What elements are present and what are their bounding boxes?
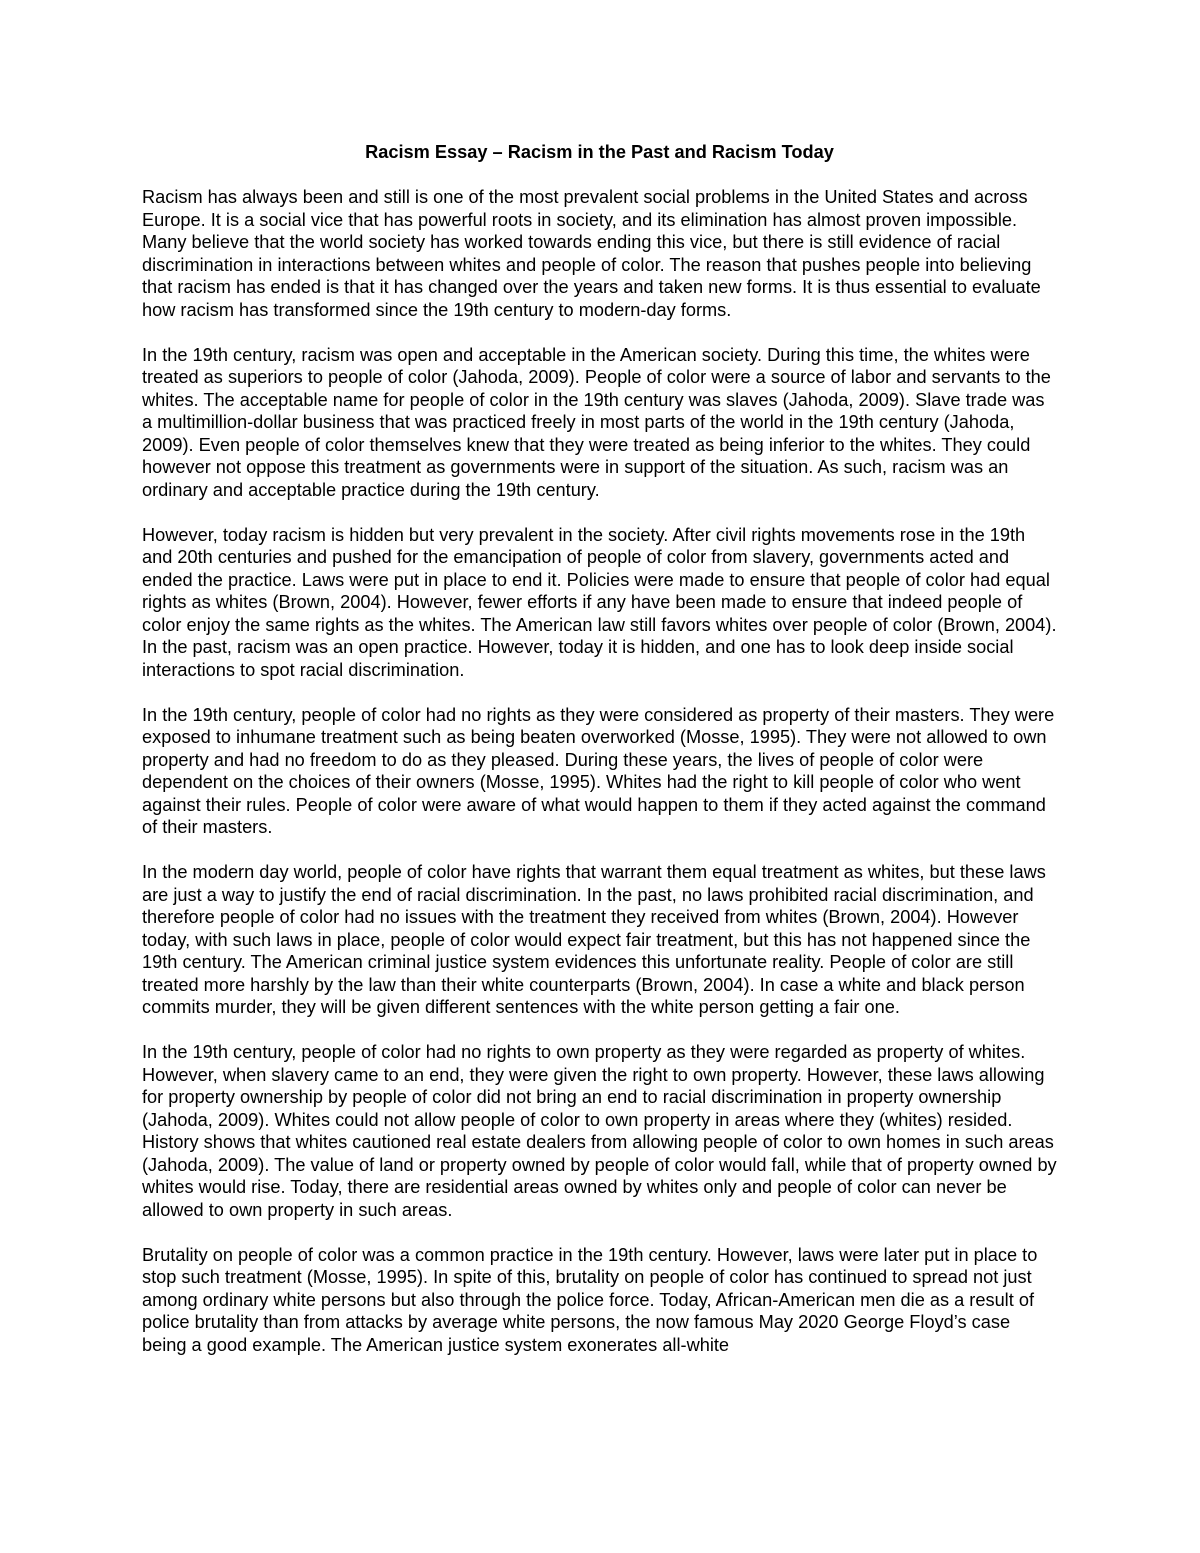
- paragraph-no-rights: In the 19th century, people of color had no rights as they were considered as property of their masters. They were exposed to inhumane treatment such as being beaten overworked (Mosse, 1995). They were not allowed to own property and had no freedom to do as they pleased. During these years, the lives of people of color were dependent on the choices of their owners (Mosse, 1995). Whites had the right to kill people of color who went against their rules. People of color were aware of what would happen to them if they acted against the command of their masters.: [142, 704, 1055, 837]
- paragraph-brutality: Brutality on people of color was a common practice in the 19th century. However, laws were later put in place to stop such treatment (Mosse, 1995). In spite of this, brutality on people of color has continued to spread not just among ordinary white persons but also through the police force. Today, African-American men die as a result of police brutality than from attacks by average white persons, the now famous May 2020 George Floyd’s case being a good example. The American justice system exonerates all-white: [142, 1244, 1038, 1355]
- paragraph-modern-rights: In the modern day world, people of color have rights that warrant them equal treatment as whites, but these laws are just a way to justify the end of racial discrimination. In the past, no laws prohibited racial discrimination, and therefore people of color had no issues with the treatment they received from whites (Brown, 2004). However today, with such laws in place, people of color would expect fair treatment, but this has not happened since the 19th century. The American criminal justice system evidences this unfortunate reality. People of color are still treated more harshly by the law than their white counterparts (Brown, 2004). In case a white and black person commits murder, they will be given different sentences with the white person getting a fair one.: [142, 862, 1046, 1017]
- paragraph-hidden-racism-today: However, today racism is hidden but very prevalent in the society. After civil rights movements rose in the 19th and 20th centuries and pushed for the emancipation of people of color from slavery, governments acted and ended the practice. Laws were put in place to end it. Policies were made to ensure that people of color had equal rights as whites (Brown, 2004). However, fewer efforts if any have been made to ensure that indeed people of color enjoy the same rights as the whites. The American law still favors whites over people of color (Brown, 2004). In the past, racism was an open practice. However, today it is hidden, and one has to look deep inside social interactions to spot racial discrimination.: [142, 524, 1057, 680]
- document-title: Racism Essay – Racism in the Past and Racism Today: [365, 142, 834, 162]
- paragraph-property-ownership: In the 19th century, people of color had no rights to own property as they were regarded as property of whites. However, when slavery came to an end, they were given the right to own property. However, these laws allowing for property ownership by people of color did not bring an end to racial discrimination in property ownership (Jahoda, 2009). Whites could not allow people of color to own property in areas where they (whites) resided. History shows that whites cautioned real estate dealers from allowing people of color to own homes in such areas (Jahoda, 2009). The value of land or property owned by people of color would fall, while that of property owned by whites would rise. Today, there are residential areas owned by whites only and people of color can never be allowed to own property in such areas.: [142, 1042, 1057, 1220]
- paragraph-introduction: Racism has always been and still is one of the most prevalent social problems in the United States and across Europe. It is a social vice that has powerful roots in society, and its elimination has almost proven impossible. Many believe that the world society has worked towards ending this vice, but there is still evidence of racial discrimination in interactions between whites and people of color. The reason that pushes people into believing that racism has ended is that it has changed over the years and taken new forms. It is thus essential to evaluate how racism has transformed since the 19th century to modern-day forms.: [142, 187, 1041, 320]
- paragraph-19th-century-racism: In the 19th century, racism was open and acceptable in the American society. During this time, the whites were treated as superiors to people of color (Jahoda, 2009). People of color were a source of labor and servants to the whites. The acceptable name for people of color in the 19th century was slaves (Jahoda, 2009). Slave trade was a multimillion-dollar business that was practiced freely in most parts of the world in the 19th century (Jahoda, 2009). Even people of color themselves knew that they were treated as being inferior to the whites. They could however not oppose this treatment as governments were in support of the situation. As such, racism was an ordinary and acceptable practice during the 19th century.: [142, 344, 1051, 500]
- document-body: [142, 141, 1057, 1379]
